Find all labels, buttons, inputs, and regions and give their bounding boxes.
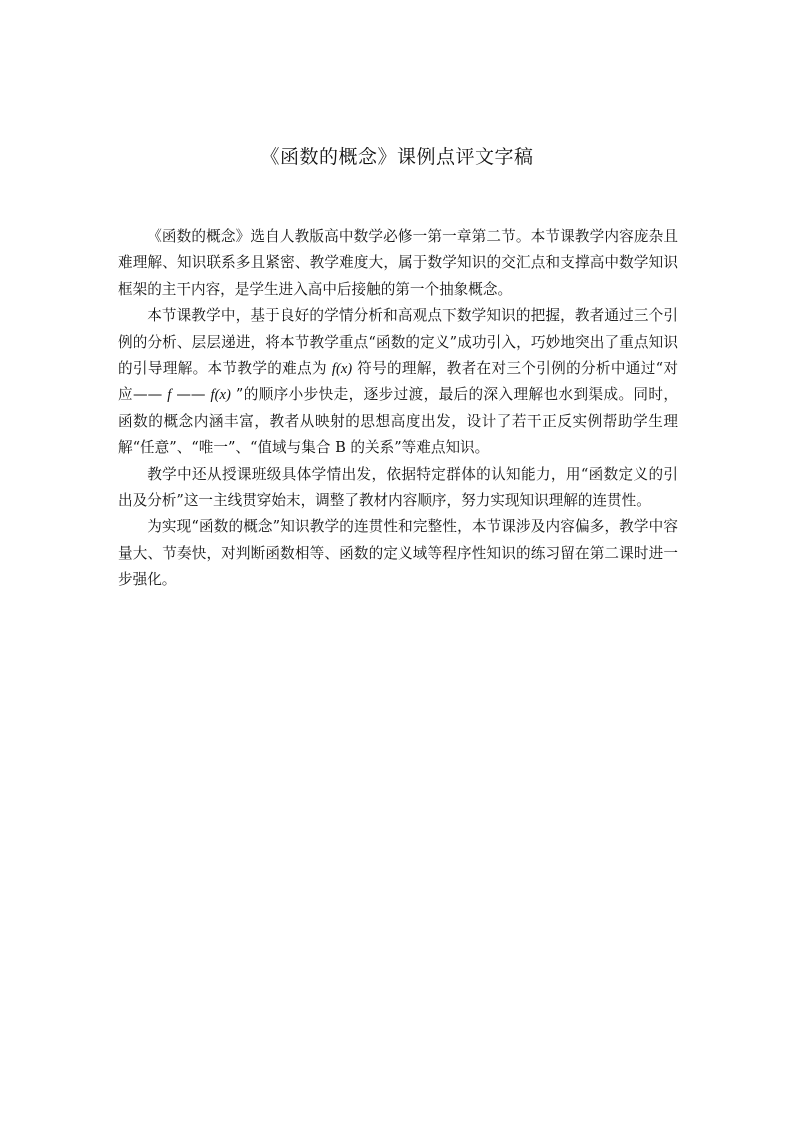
paragraph-3 xyxy=(118,462,678,515)
paragraph-2 xyxy=(118,303,678,461)
paragraph-text: 符号的理解，教者在对三个引例的分析中通过“对应—— xyxy=(118,360,678,404)
math-fx: f(x) xyxy=(331,361,353,378)
document-title: 《函数的概念》课例点评文字稿 xyxy=(260,146,534,168)
math-fx: f(x) xyxy=(210,387,231,404)
paragraph-text: 为实现“函数的概念”知识教学的连贯性和完整性，本节课涉及内容偏多，教学中容量大、节奏快，对判断函数相等、函数的定义域等程序性知识的练习留在第二课时进一步强化。 xyxy=(118,518,678,589)
paragraph-text: ”的顺序小步快走，逐步过渡，最后的深入理解也水到渠成。同时，函数的概念内涵丰富，教者从映射的思想高度出发，设计了若干正反实例帮助学生理解“任意”、“唯一”、“值域与集合 B 的关系”等难点知识。 xyxy=(118,386,679,457)
paragraph-text: 《函数的概念》选自人教版高中数学必修一第一章第二节。本节课教学内容庞杂且难理解、知识联系多且紧密、教学难度大，属于数学知识的交汇点和支撑高中数学知识框架的主干内容，是学生进入高中后接触的第一个抽象概念。 xyxy=(118,228,678,298)
paragraph-text: —— xyxy=(171,386,211,404)
paragraph-text: 本节课教学中，基于良好的学情分析和高观点下数学知识的把握，教者通过三个引例的分析、层层递进，将本节教学重点“函数的定义”成功引入，巧妙地突出了重点知识的引导理解。本节教学的难点为 xyxy=(118,307,678,378)
math-f: f xyxy=(167,387,172,404)
paragraph-text: 教学中还从授课班级具体学情出发，依据特定群体的认知能力，用“函数定义的引出及分析”这一主线贯穿始末，调整了教材内容顺序，努力实现知识理解的连贯性。 xyxy=(118,465,678,510)
document-body xyxy=(118,224,678,594)
paragraph-4 xyxy=(118,514,678,593)
paragraph-1 xyxy=(118,224,678,303)
